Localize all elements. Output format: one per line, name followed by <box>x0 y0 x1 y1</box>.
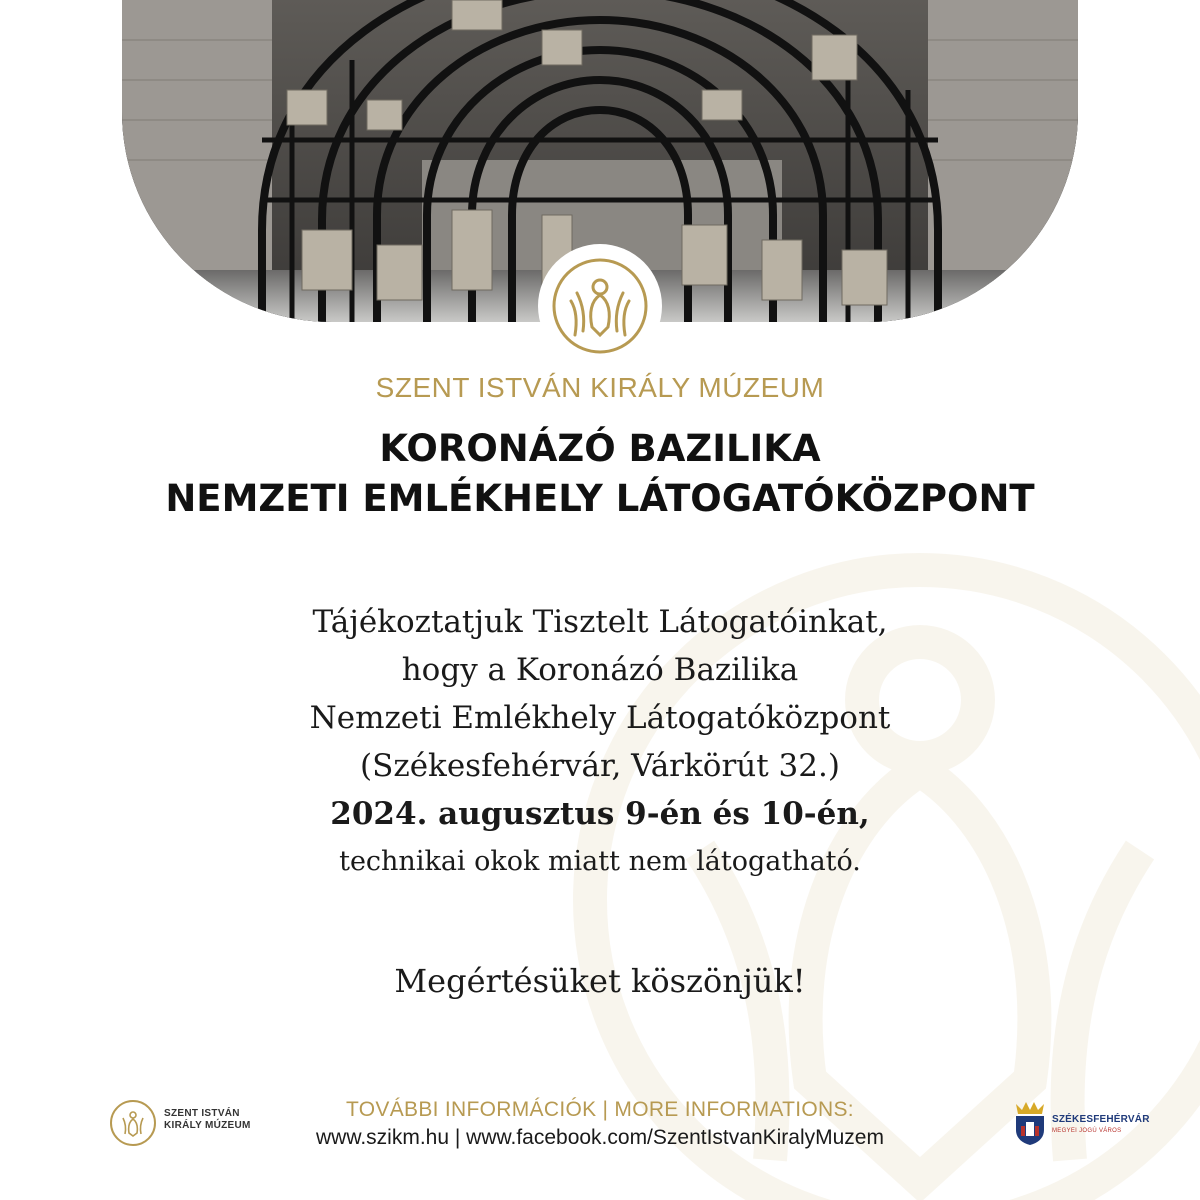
right-logo-line-2: MEGYEI JOGÚ VÁROS <box>1052 1128 1122 1134</box>
city-crest-icon <box>1012 1100 1048 1146</box>
footer-info <box>260 1098 940 1150</box>
notice-line-1: Tájékoztatjuk Tisztelt Látogatóinkat, <box>312 604 888 640</box>
notice-line-3: Nemzeti Emlékhely Látogatóközpont <box>309 700 891 736</box>
notice-line-2: hogy a Koronázó Bazilika <box>401 652 799 688</box>
notice-line-6: technikai okok miatt nem látogatható. <box>339 846 861 877</box>
left-logo-line-2: KIRÁLY MÚZEUM <box>164 1120 251 1131</box>
museum-name: SZENT ISTVÁN KIRÁLY MÚZEUM <box>375 372 825 403</box>
left-logo-line-1: SZENT ISTVÁN <box>164 1108 240 1119</box>
page-title <box>0 424 1200 524</box>
city-footer-logo <box>1012 1100 1192 1150</box>
angel-emblem-icon <box>537 243 663 369</box>
title-line-1: KORONÁZÓ BAZILIKA <box>379 427 821 470</box>
thanks-text: Megértésüket köszönjük! <box>394 962 806 1000</box>
notice-date: 2024. augusztus 9-én és 10-én, <box>330 796 870 832</box>
notice-line-4: (Székesfehérvár, Várkörút 32.) <box>360 748 840 784</box>
title-line-2: NEMZETI EMLÉKHELY LÁTOGATÓKÖZPONT <box>165 477 1035 520</box>
info-links[interactable]: www.szikm.hu | www.facebook.com/SzentIstvanKiralyMuzem <box>316 1126 884 1149</box>
angel-emblem-small-icon <box>108 1098 158 1148</box>
right-logo-line-1: SZÉKESFEHÉRVÁR <box>1052 1114 1150 1125</box>
info-heading: TOVÁBBI INFORMÁCIÓK | MORE INFORMATIONS: <box>346 1098 854 1121</box>
notice-text <box>0 598 1200 886</box>
museum-footer-logo <box>108 1098 268 1150</box>
